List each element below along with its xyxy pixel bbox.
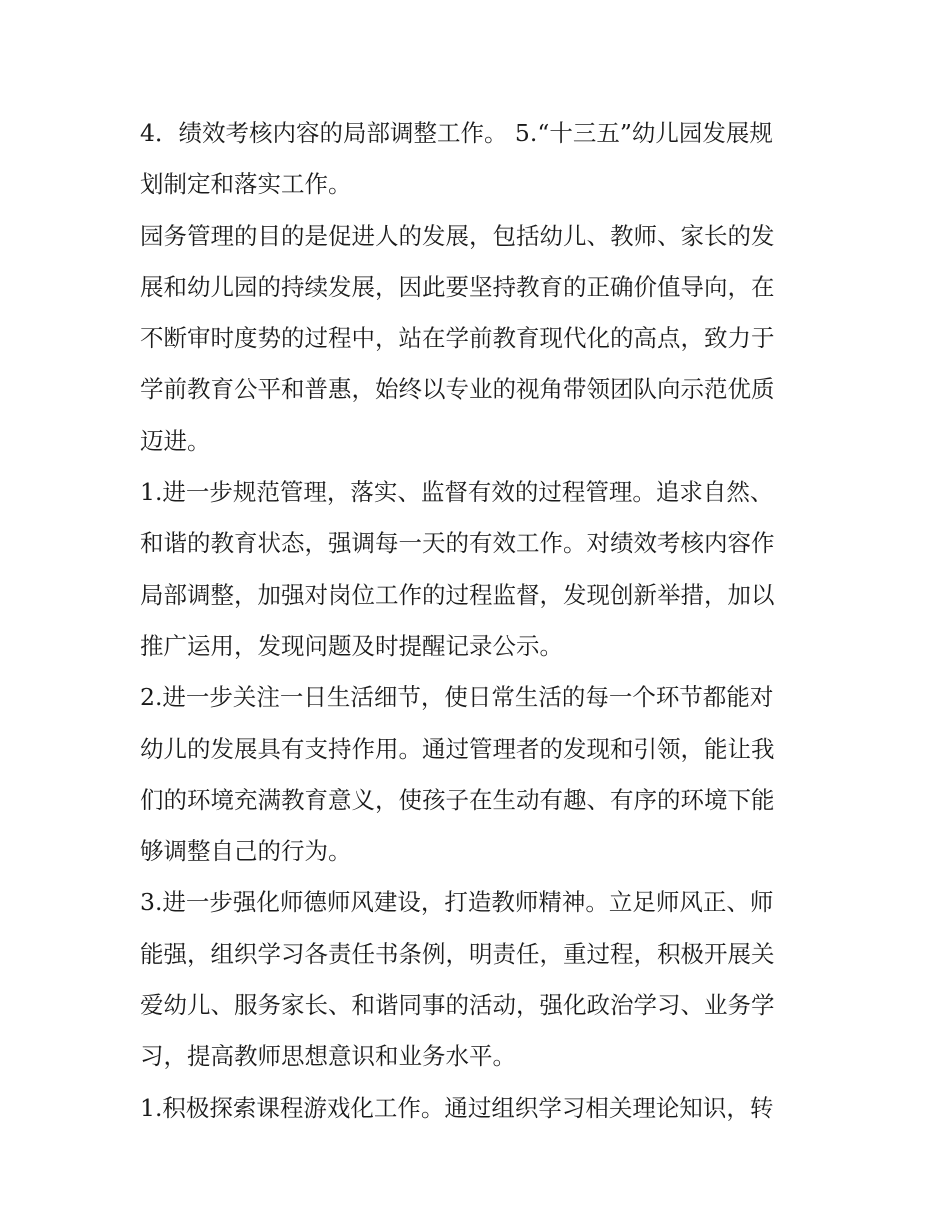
- text-line: 和谐的教育状态，强调每一天的有效工作。对绩效考核内容作: [140, 529, 775, 558]
- text-line: 1.进一步规范管理，落实、监督有效的过程管理。追求自然、: [140, 478, 774, 507]
- text-line: 3.进一步强化师德师风建设，打造教师精神。立足师风正、师: [140, 888, 774, 917]
- text-line: 推广运用，发现问题及时提醒记录公示。: [140, 631, 563, 660]
- text-line: 不断审时度势的过程中，站在学前教育现代化的高点，致力于: [140, 324, 775, 353]
- text-line: 局部调整，加强对岗位工作的过程监督，发现创新举措，加以: [140, 580, 775, 609]
- document-body: [140, 108, 820, 1134]
- text-line: 园务管理的目的是促进人的发展，包括幼儿、教师、家长的发: [140, 221, 775, 250]
- text-line: 幼儿的发展具有支持作用。通过管理者的发现和引领，能让我: [140, 734, 775, 763]
- text-line: 迈进。: [140, 426, 211, 455]
- text-line: 1.积极探索课程游戏化工作。通过组织学习相关理论知识，转: [140, 1093, 774, 1122]
- text-line: 划制定和落实工作。: [140, 170, 352, 199]
- text-line: 习，提高教师思想意识和业务水平。: [140, 1042, 516, 1071]
- text-line: 爱幼儿、服务家长、和谐同事的活动，强化政治学习、业务学: [140, 991, 775, 1020]
- text-line: 够调整自己的行为。: [140, 837, 352, 866]
- text-line: 能强，组织学习各责任书条例，明责任，重过程，积极开展关: [140, 939, 775, 968]
- text-line: 4．绩效考核内容的局部调整工作。 5.“十三五”幼儿园发展规: [140, 119, 773, 147]
- text-line: 学前教育公平和普惠，始终以专业的视角带领团队向示范优质: [140, 375, 775, 404]
- text-line: 们的环境充满教育意义，使孩子在生动有趣、有序的环境下能: [140, 785, 775, 814]
- text-line: 2.进一步关注一日生活细节，使日常生活的每一个环节都能对: [140, 683, 774, 712]
- text-line: 展和幼儿园的持续发展，因此要坚持教育的正确价值导向，在: [140, 272, 775, 301]
